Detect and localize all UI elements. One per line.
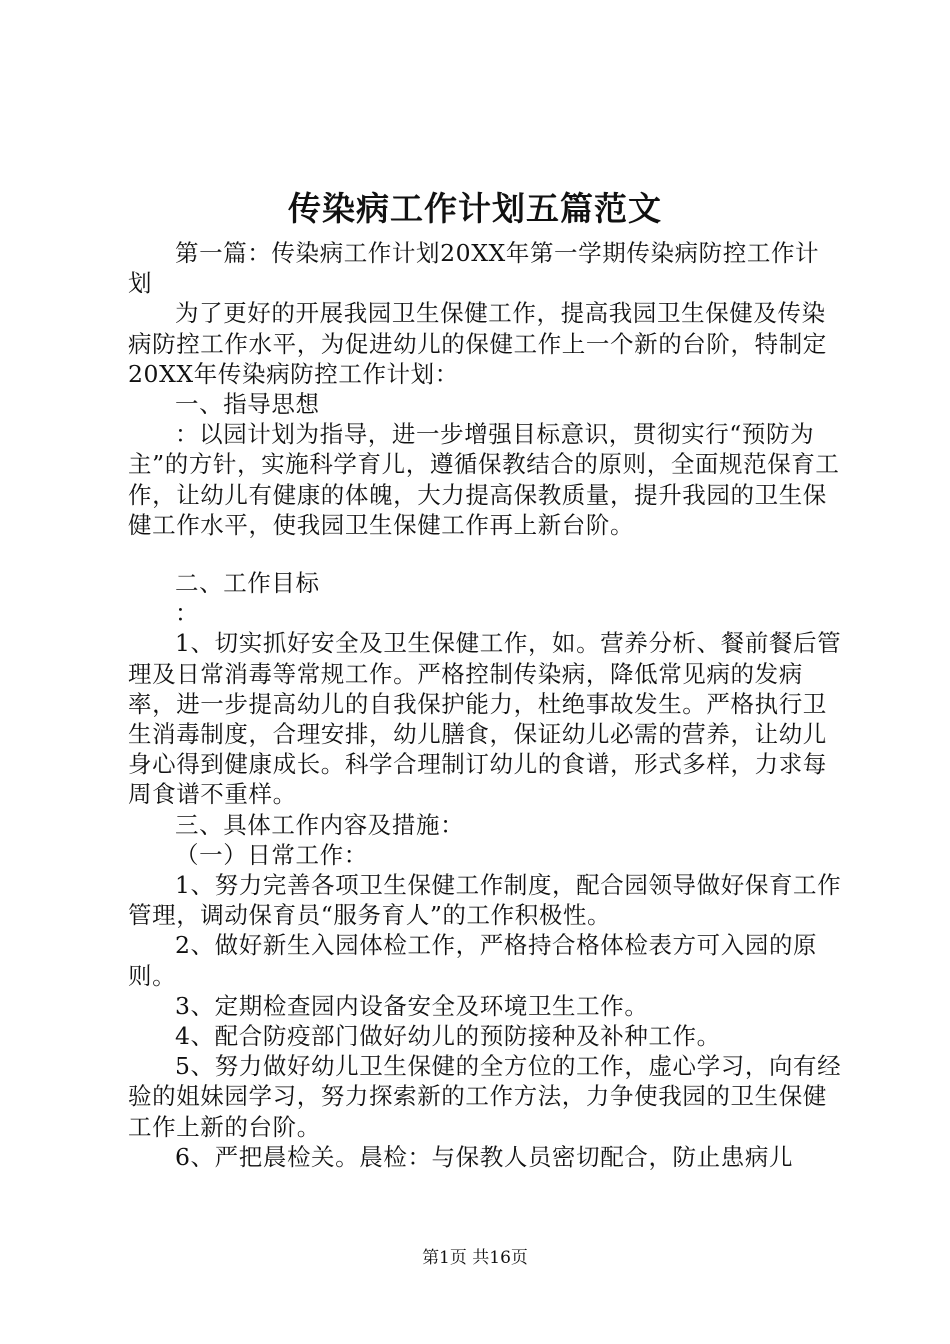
section-heading: 二、工作目标 bbox=[175, 569, 320, 598]
page-footer: 第1页 共16页 bbox=[422, 1248, 528, 1268]
document-title: 传染病工作计划五篇范文 bbox=[288, 189, 662, 228]
list-item: 5、努力做好幼儿卫生保健的全方位的工作，虚心学习，向有经验的姐妹园学习，努力探索新的工作方法，力争使我园的卫生保健工作上新的台阶。 bbox=[128, 1052, 842, 1141]
section-heading: 三、具体工作内容及措施： bbox=[175, 810, 465, 839]
list-item: 6、严把晨检关。晨检：与保教人员密切配合，防止患病儿 bbox=[175, 1142, 794, 1171]
list-item: 1、努力完善各项卫生保健工作制度，配合园领导做好保育工作管理，调动保育员“服务育人”的工作积极性。 bbox=[128, 871, 842, 930]
paragraph: 为了更好的开展我园卫生保健工作，提高我园卫生保健及传染病防控工作水平，为促进幼儿的保健工作上一个新的台阶，特制定20XX年传染病防控工作计划： bbox=[128, 299, 827, 388]
document-body bbox=[128, 238, 842, 1172]
paragraph: 1、切实抓好安全及卫生保健工作，如。营养分析、餐前餐后管理及日常消毒等常规工作。严格控制传染病，降低常见病的发病率，进一步提高幼儿的自我保护能力，杜绝事故发生。严格执行卫生消毒制度，合理安排，幼儿膳食，保证幼儿必需的营养，让幼儿身心得到健康成长。科学合理制订幼儿的食谱，形式多样，力求每周食谱不重样。 bbox=[128, 629, 842, 809]
list-item: 2、做好新生入园体检工作，严格持合格体检表方可入园的原则。 bbox=[128, 931, 818, 990]
section-heading: 一、指导思想 bbox=[175, 390, 320, 419]
paragraph: ： bbox=[175, 599, 200, 628]
list-item: 4、配合防疫部门做好幼儿的预防接种及补种工作。 bbox=[175, 1022, 721, 1051]
paragraph: 第一篇：传染病工作计划20XX年第一学期传染病防控工作计划 bbox=[128, 239, 820, 298]
list-item: 3、定期检查园内设备安全及环境卫生工作。 bbox=[175, 991, 649, 1020]
paragraph: ：以园计划为指导，进一步增强目标意识，贯彻实行“预防为主”的方针，实施科学育儿，遵循保教结合的原则，全面规范保育工作，让幼儿有健康的体魄，大力提高保教质量，提升我园的卫生保健工作水平，使我园卫生保健工作再上新台阶。 bbox=[128, 420, 840, 539]
subsection-heading: （一）日常工作： bbox=[175, 840, 368, 869]
